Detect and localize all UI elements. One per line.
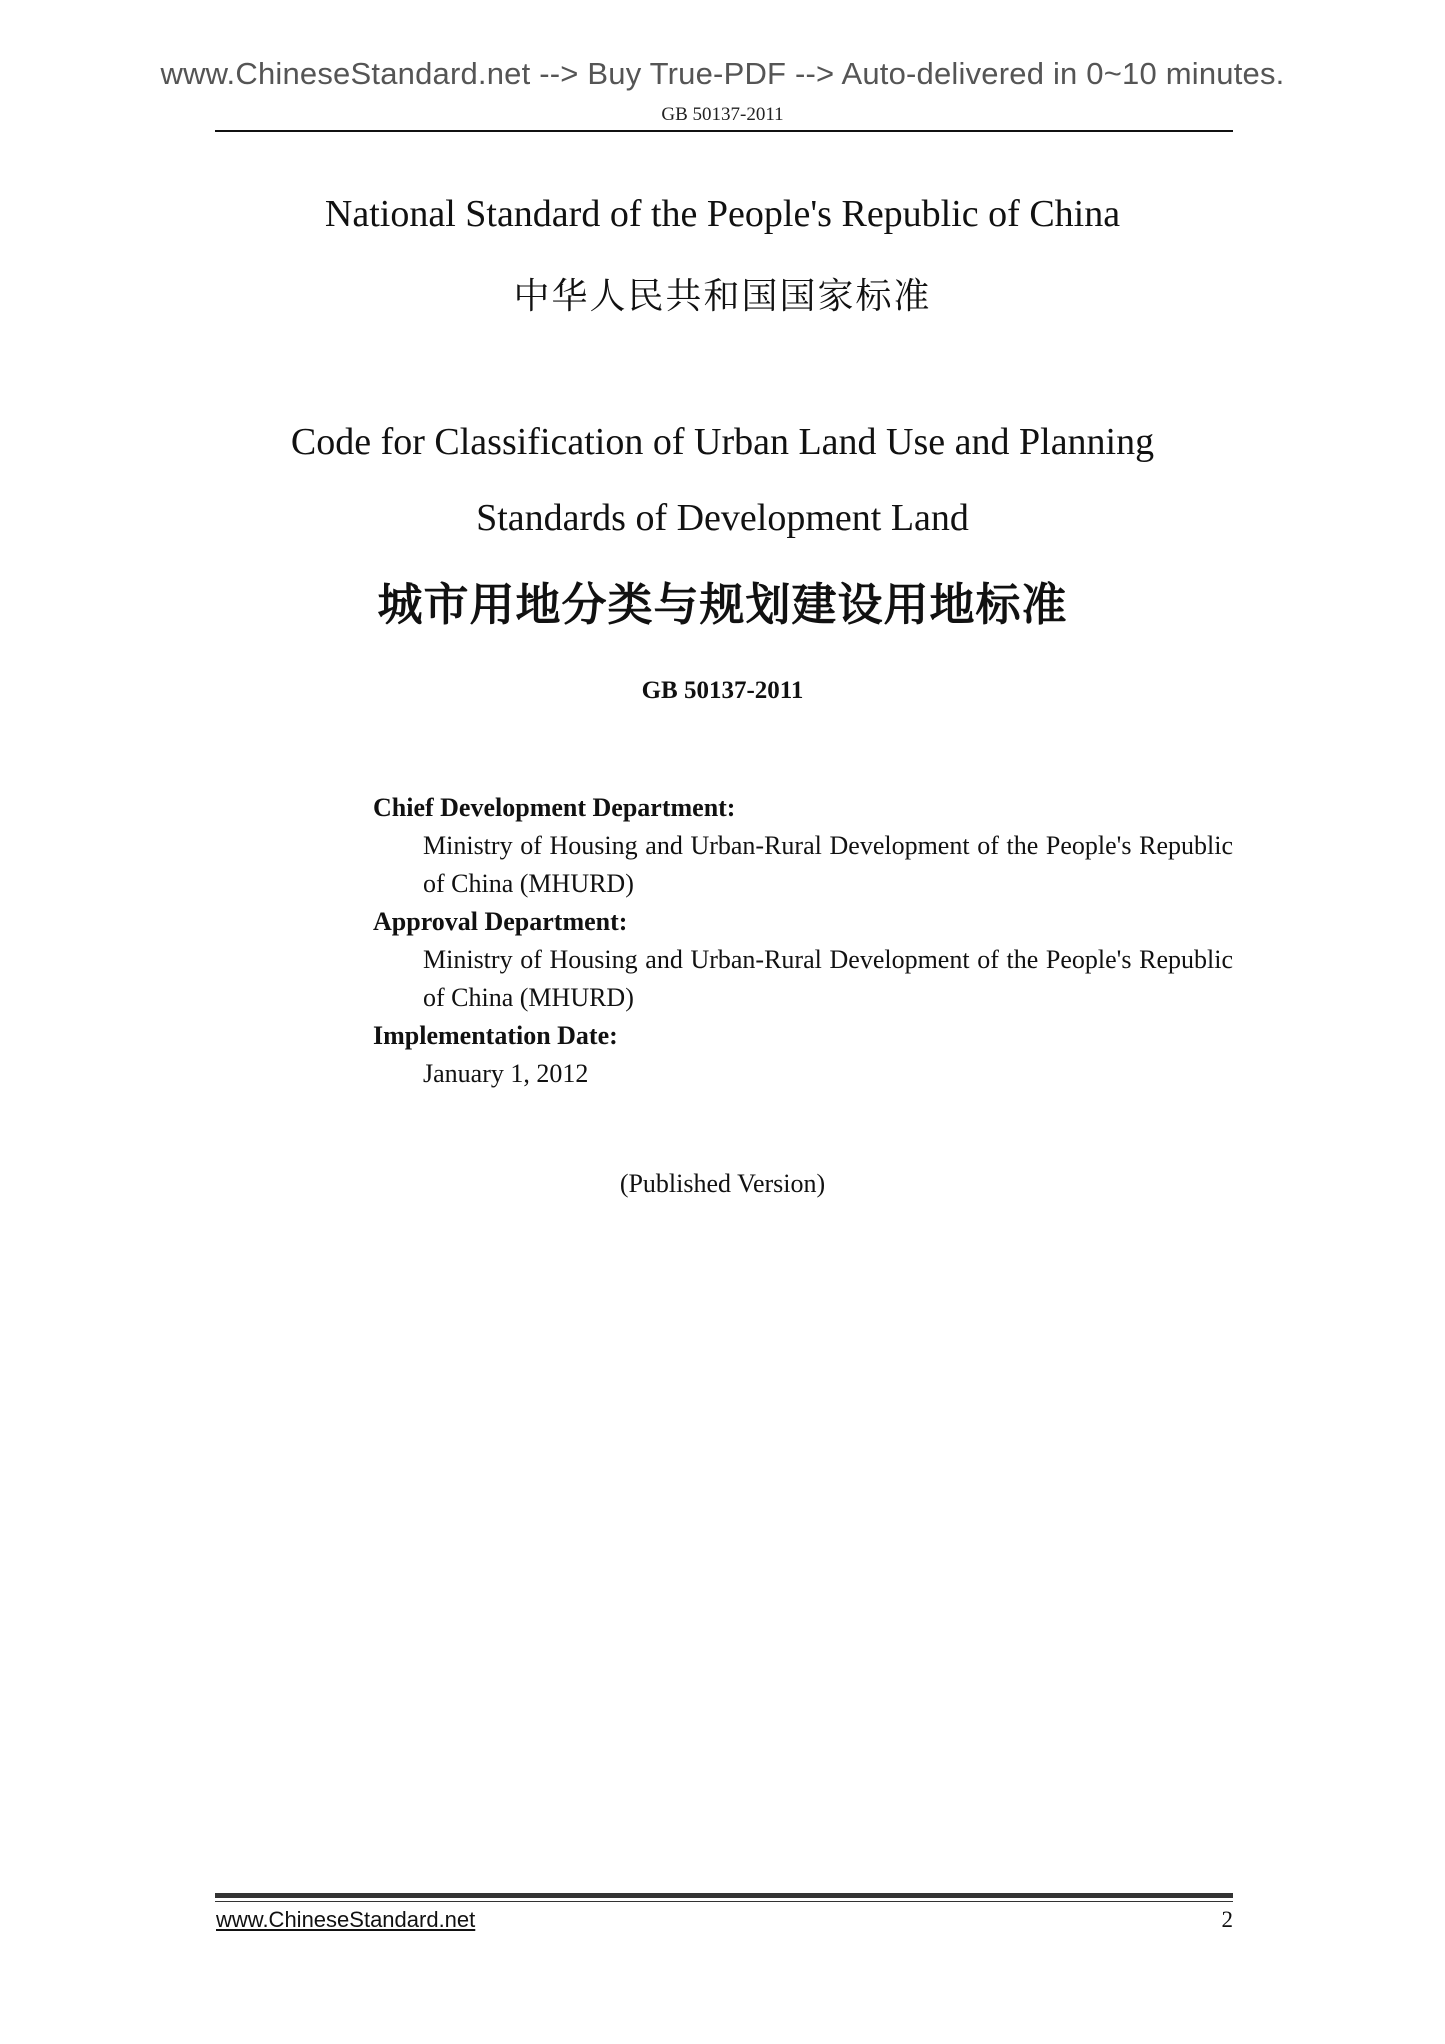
implementation-date-label: Implementation Date: [373,1021,618,1050]
footer-divider-thin [215,1901,1233,1902]
approval-department-value: Ministry of Housing and Urban-Rural Development of the People's Republic of China (MHURD) [423,945,1233,1012]
meta-block [373,789,1233,1093]
footer-divider-thick [215,1893,1233,1898]
approval-department-label: Approval Department: [373,907,628,936]
running-header-code: GB 50137-2011 [661,104,784,125]
national-standard-zh: 中华人民共和国国家标准 [513,276,932,317]
published-version: (Published Version) [619,1169,826,1198]
chief-department-value: Ministry of Housing and Urban-Rural Development of the People's Republic of China (MHURD) [423,831,1233,898]
page-number: 2 [1221,1907,1233,1932]
banner-text: www.ChineseStandard.net --> Buy True-PDF --> Auto-delivered in 0~10 minutes. [160,56,1285,91]
footer-website-link[interactable]: www.ChineseStandard.net [216,1907,476,1932]
title-zh: 城市用地分类与规划建设用地标准 [377,578,1068,631]
title-en-line-2: Standards of Development Land [476,497,969,539]
chief-department-label: Chief Development Department: [373,793,736,822]
national-standard-en: National Standard of the People's Republic of China [324,193,1121,235]
implementation-date-value: January 1, 2012 [423,1059,589,1088]
title-en-line-1: Code for Classification of Urban Land Use and Planning [290,421,1155,463]
standard-code: GB 50137-2011 [641,677,804,704]
header-divider [215,130,1233,132]
